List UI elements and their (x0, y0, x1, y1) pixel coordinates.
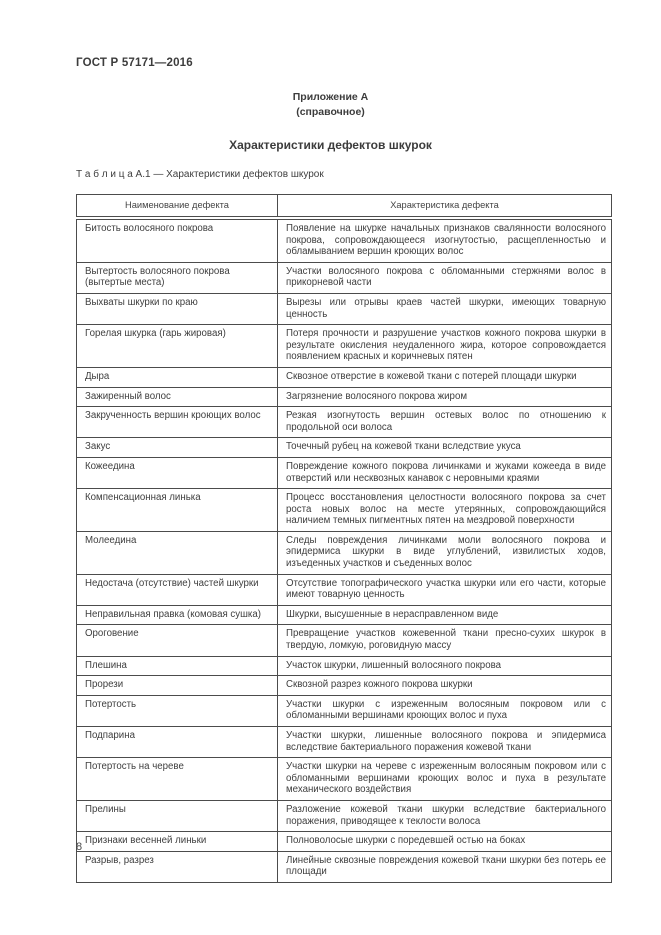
defect-name: Подпарина (77, 727, 278, 758)
defect-name: Зажиренный волос (77, 387, 278, 407)
defect-name: Молеедина (77, 531, 278, 574)
defect-name: Прелины (77, 800, 278, 831)
defect-description: Загрязнение волосяного покрова жиром (278, 387, 612, 407)
defect-name: Закрученность вершин кроющих волос (77, 407, 278, 438)
defect-name: Вытертость волосяного покрова (вытертые места) (77, 262, 278, 293)
table-row (77, 367, 612, 387)
defect-description: Участки шкурки с изреженным волосяным покровом или с обломанными вершинами кроющих волос и пуха (278, 695, 612, 726)
defects-table-header (77, 195, 612, 219)
defect-description: Процесс восстановления целостности волосяного покрова за счет роста новых волос на месте утерянных, сопровождающийся наличием темных пигментных пятен на мездровой поверхности (278, 489, 612, 532)
defect-name: Битость волосяного покрова (77, 218, 278, 262)
defect-description: Точечный рубец на кожевой ткани вследствие укуса (278, 438, 612, 458)
defects-table-body (77, 218, 612, 882)
defect-description: Участок шкурки, лишенный волосяного покрова (278, 656, 612, 676)
table-row (77, 695, 612, 726)
defect-name: Прорези (77, 676, 278, 696)
defect-name: Дыра (77, 367, 278, 387)
appendix-block (0, 90, 661, 120)
defect-description: Потеря прочности и разрушение участков кожного покрова шкурки в результате окисления неудаленного жира, которое сопровождается появлением красных и коричневых пятен (278, 325, 612, 368)
appendix-subtitle: (справочное) (296, 106, 365, 118)
table-row (77, 574, 612, 605)
defect-description: Сквозной разрез кожного покрова шкурки (278, 676, 612, 696)
defect-description: Участки волосяного покрова с обломанными стержнями волос в прикорневой части (278, 262, 612, 293)
table-row (77, 407, 612, 438)
table-row (77, 218, 612, 262)
defect-name: Кожеедина (77, 457, 278, 488)
defect-description: Отсутствие топографического участка шкурки или его части, которые имеют товарную ценность (278, 574, 612, 605)
table-row (77, 656, 612, 676)
table-row (77, 293, 612, 324)
table-row (77, 800, 612, 831)
defect-name: Выхваты шкурки по краю (77, 293, 278, 324)
defect-description: Линейные сквозные повреждения кожевой ткани шкурки без потерь ее площади (278, 851, 612, 882)
defect-description: Вырезы или отрывы краев частей шкурки, имеющих товарную ценность (278, 293, 612, 324)
defect-description: Шкурки, высушенные в нерасправленном виде (278, 605, 612, 625)
defects-table (76, 194, 612, 883)
defect-name: Разрыв, разрез (77, 851, 278, 882)
defect-name: Потертость на череве (77, 758, 278, 801)
defect-name: Признаки весенней линьки (77, 832, 278, 852)
defect-description: Участки шкурки на череве с изреженным волосяным покровом или с обломанными вершинами кроющих волос и пуха в результате механического воздействия (278, 758, 612, 801)
table-row (77, 727, 612, 758)
appendix-title: Приложение А (292, 91, 369, 103)
table-row (77, 531, 612, 574)
table-row (77, 489, 612, 532)
page-number: 8 (76, 841, 83, 853)
table-row (77, 851, 612, 882)
defect-name: Неправильная правка (комовая сушка) (77, 605, 278, 625)
defect-name: Потертость (77, 695, 278, 726)
table-row (77, 457, 612, 488)
defect-description: Резкая изогнутость вершин остевых волос по отношению к продольной оси волоса (278, 407, 612, 438)
table-row (77, 832, 612, 852)
defect-description: Сквозное отверстие в кожевой ткани с потерей площади шкурки (278, 367, 612, 387)
table-row (77, 262, 612, 293)
defect-name: Компенсационная линька (77, 489, 278, 532)
table-row (77, 758, 612, 801)
header-row (77, 195, 612, 219)
table-row (77, 438, 612, 458)
defect-name: Плешина (77, 656, 278, 676)
table-row (77, 625, 612, 656)
table-row (77, 325, 612, 368)
column-header-defect-name: Наименование дефекта (77, 195, 278, 219)
table-caption: Т а б л и ц а А.1 — Характеристики дефектов шкурок (76, 169, 324, 180)
table-row (77, 676, 612, 696)
table-row (77, 605, 612, 625)
defect-description: Повреждение кожного покрова личинками и жуками кожееда в виде отверстий или несквозных канавок с неровными краями (278, 457, 612, 488)
column-header-defect-characteristic: Характеристика дефекта (278, 195, 612, 219)
defect-description: Полноволосые шкурки с поредевшей остью на боках (278, 832, 612, 852)
defect-description: Разложение кожевой ткани шкурки вследствие бактериального поражения, приводящее к теклости волоса (278, 800, 612, 831)
defect-name: Горелая шкурка (гарь жировая) (77, 325, 278, 368)
defect-description: Участки шкурки, лишенные волосяного покрова и эпидермиса вследствие бактериального поражения кожевой ткани (278, 727, 612, 758)
doc-code: ГОСТ Р 57171—2016 (76, 57, 193, 69)
defect-description: Появление на шкурке начальных признаков свалянности волосяного покрова, сопровождающееся изогнутостью, расщепленностью и обламыванием вершин кроющих волос (278, 218, 612, 262)
defect-name: Недостача (отсутствие) частей шкурки (77, 574, 278, 605)
defect-description: Следы повреждения личинками моли волосяного покрова и эпидермиса шкурки в виде углублений, извилистых ходов, изъеденных участков и съеденных волос (278, 531, 612, 574)
defect-description: Превращение участков кожевенной ткани пресно-сухих шкурок в твердую, ломкую, роговидную массу (278, 625, 612, 656)
section-title: Характеристики дефектов шкурок (229, 138, 432, 152)
defect-name: Ороговение (77, 625, 278, 656)
table-row (77, 387, 612, 407)
defect-name: Закус (77, 438, 278, 458)
